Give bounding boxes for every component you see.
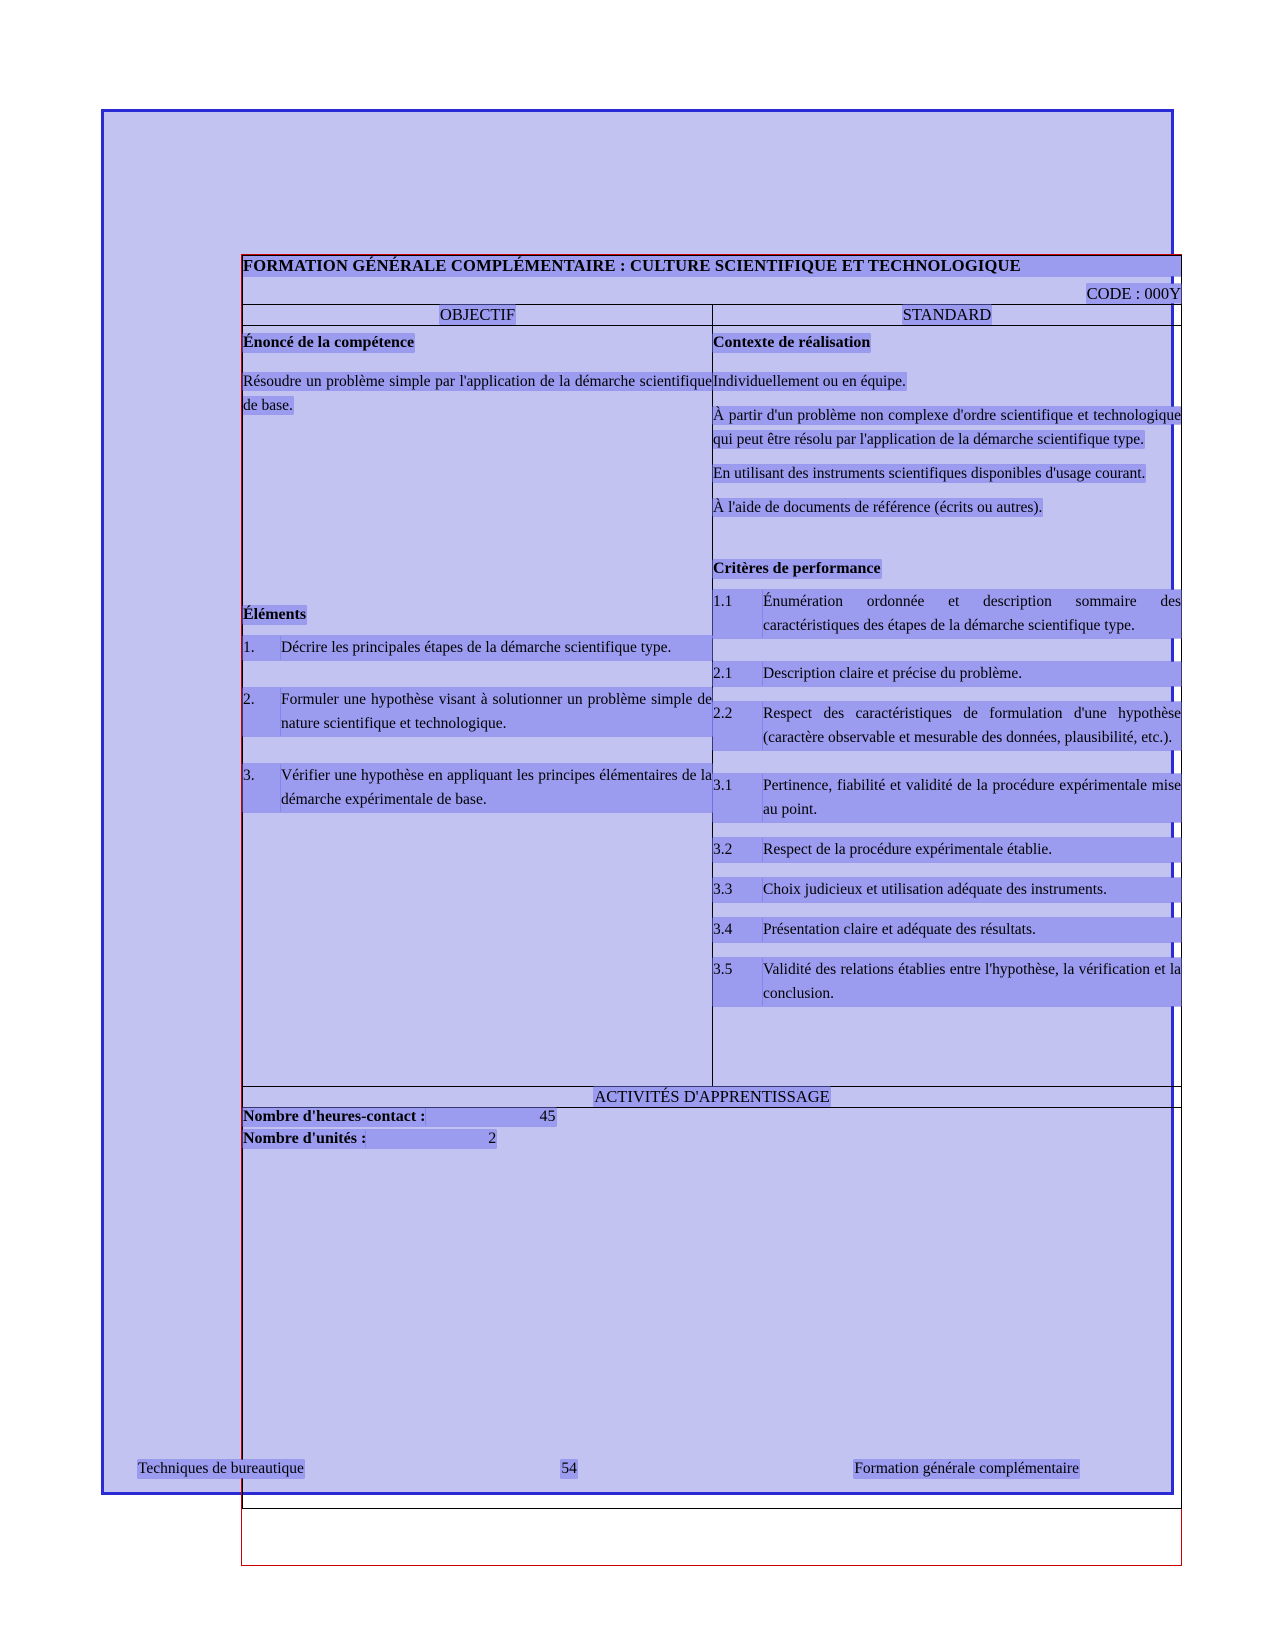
critere-item [713,838,1181,862]
critere-number: 2.1 [713,662,763,686]
competency-table [242,255,1182,1509]
contexte-paragraph: À partir d'un problème non complexe d'ordre scientifique et technologique qui peut être résolu par l'application de la démarche scientifique type. [713,407,1182,449]
activities-header: ACTIVITÉS D'APPRENTISSAGE [594,1087,830,1106]
critere-number: 3.2 [713,838,763,862]
critere-text: Validité des relations établies entre l'hypothèse, la vérification et la conclusion. [763,958,1181,1006]
critere-text: Respect de la procédure expérimentale établie. [763,838,1181,862]
activities-row [243,1087,1182,1108]
column-headers-row [243,305,1182,326]
critere-text: Choix judicieux et utilisation adéquate des instruments. [763,878,1181,902]
title-cell [243,256,1182,305]
criteres-label: Critères de performance [713,560,881,578]
enonce-label: Énoncé de la compétence [243,334,415,351]
footer-left: Techniques de bureautique [138,1460,304,1477]
units-value: 2 [366,1130,496,1148]
contexte-label: Contexte de réalisation [713,334,871,351]
critere-text: Énumération ordonnée et description sommaire des caractéristiques des étapes de la démarche scientifique type. [763,590,1181,638]
objectif-header-cell [243,305,713,326]
objectif-cell [243,326,713,1087]
footer-page-number: 54 [561,1460,577,1477]
critere-item [713,774,1181,822]
document-title: FORMATION GÉNÉRALE COMPLÉMENTAIRE : CULTURE SCIENTIFIQUE ET TECHNOLOGIQUE [243,256,1181,276]
hours-contact-row [243,1108,1181,1126]
critere-number: 1.1 [713,590,763,638]
enonce-text: Résoudre un problème simple par l'application de la démarche scientifique de base. [243,373,712,415]
critere-number: 3.4 [713,918,763,942]
critere-number: 3.1 [713,774,763,822]
element-number: 1. [243,636,281,660]
contexte-paragraph: Individuellement ou en équipe. [713,373,906,390]
contexte-paragraph: À l'aide de documents de référence (écrits ou autres). [713,499,1043,517]
critere-number: 3.3 [713,878,763,902]
page-footer [138,1460,1079,1478]
elements-label: Éléments [243,606,307,624]
objectif-header: OBJECTIF [439,305,516,324]
element-item [243,764,712,812]
critere-number: 3.5 [713,958,763,1006]
critere-item [713,958,1181,1006]
hours-row [243,1108,1182,1509]
document-code: CODE : 000Y [1086,284,1182,303]
standard-header-cell [713,305,1182,326]
critere-text: Description claire et précise du problème. [763,662,1181,686]
element-text: Formuler une hypothèse visant à solutionner un problème simple de nature scientifique et technologique. [281,688,712,736]
critere-text: Pertinence, fiabilité et validité de la procédure expérimentale mise au point. [763,774,1181,822]
element-text: Vérifier une hypothèse en appliquant les principes élémentaires de la démarche expérimentale de base. [281,764,712,812]
activities-cell [243,1087,1182,1108]
element-item [243,688,712,736]
critere-item [713,878,1181,902]
element-number: 2. [243,688,281,736]
critere-text: Présentation claire et adéquate des résultats. [763,918,1181,942]
hours-cell [243,1108,1182,1509]
critere-item [713,662,1181,686]
title-row [243,256,1182,305]
standard-header: STANDARD [902,305,992,324]
document-page-frame [101,109,1182,1495]
units-row [243,1130,1181,1148]
document-code-line [243,284,1181,304]
footer-right: Formation générale complémentaire [854,1460,1079,1477]
critere-item [713,590,1181,638]
content-row [243,326,1182,1087]
standard-cell [713,326,1182,1087]
critere-item [713,918,1181,942]
hours-contact-label: Nombre d'heures-contact : [243,1108,426,1125]
element-text: Décrire les principales étapes de la démarche scientifique type. [281,636,712,660]
critere-item [713,702,1181,750]
hours-contact-value: 45 [426,1108,556,1126]
element-number: 3. [243,764,281,812]
critere-number: 2.2 [713,702,763,750]
units-label: Nombre d'unités : [243,1130,367,1147]
contexte-paragraph: En utilisant des instruments scientifiques disponibles d'usage courant. [713,465,1146,483]
critere-text: Respect des caractéristiques de formulation d'une hypothèse (caractère observable et mesurable des données, plausibilité, etc.). [763,702,1181,750]
element-item [243,636,712,660]
